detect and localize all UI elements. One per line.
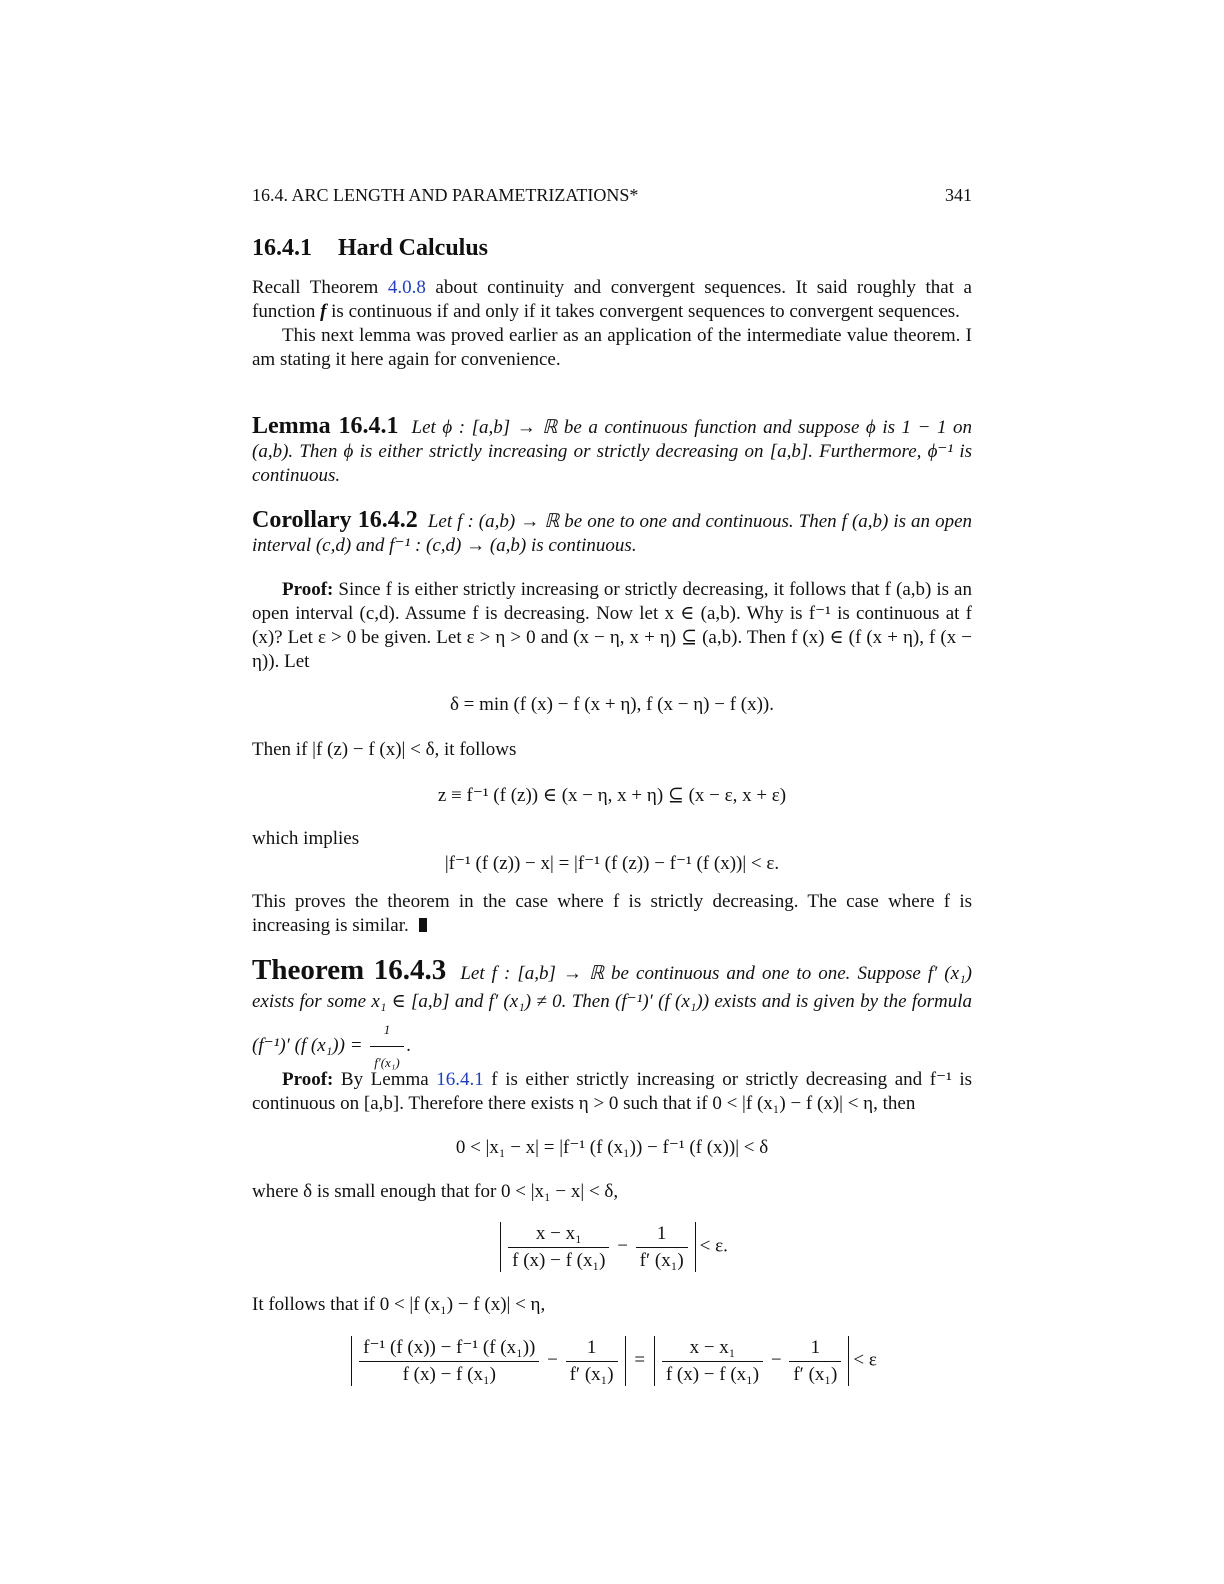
lemma-body: Let ϕ : [a,b] → ℝ be a continuous function and suppose ϕ is 1 − 1 on (a,b). Then ϕ is either strictly increasing or strictly decreasing on [a,b]. Furthermore, ϕ⁻¹ is continuous. — [252, 417, 972, 486]
section-title: Hard Calculus — [338, 235, 489, 261]
running-title: 16.4. ARC LENGTH AND PARAMETRIZATIONS* — [252, 185, 639, 205]
running-header — [252, 185, 972, 206]
proof-2: Proof: By Lemma 16.4.1 f is either strictly increasing or strictly decreasing and f⁻¹ is continuous on [a,b]. Therefore there exists η > 0 such that if 0 < |f (x₁) − f (x)| < η, then — [252, 1069, 972, 1114]
proof-label: Proof: — [282, 1069, 334, 1090]
equation-z: z ≡ f⁻¹ (f (z)) ∈ (x − η, x + η) ⊆ (x − ε, x + ε) — [437, 785, 787, 806]
corollary-heading: Corollary 16.4.2 — [252, 507, 418, 533]
equation-inverse-bound: |f⁻¹ (f (z)) − x| = |f⁻¹ (f (z)) − f⁻¹ (f (x))| < ε. — [444, 853, 780, 874]
theorem-block: Theorem 16.4.3 Let f : [a,b] → ℝ be continuous and one to one. Suppose f′ (x₁) exists for some x₁ ∈ [a,b] and f′ (x₁) ≠ 0. Then (f⁻¹)′ (f (x₁)) exists and is given by the formula (f⁻¹)′ (f (x₁)) = $\frac{1}{\text{f′(x₁)}}$ . — [252, 956, 972, 1077]
proof-1 — [252, 578, 972, 674]
proof-1-then: Then if |f (z) − f (x)| < δ, it follows — [252, 739, 517, 760]
proof-1-which: which implies — [252, 828, 360, 849]
theorem-fraction: $\frac{1}{\text{f′(x₁)}}$ — [370, 1016, 403, 1077]
section-number: 16.4.1 — [252, 235, 312, 261]
lemma-heading: Lemma 16.4.1 — [252, 413, 399, 439]
equation-x-bound: 0 < |x₁ − x| = |f⁻¹ (f (x₁)) − f⁻¹ (f (x))| < δ — [455, 1137, 769, 1158]
proof-label: Proof: — [282, 579, 334, 600]
theorem-heading: Theorem 16.4.3 — [252, 954, 447, 986]
theorem-body: Let f : [a,b] → ℝ be continuous and one to one. Suppose f′ (x₁) exists for some x₁ ∈ [a,b] and f′ (x₁) ≠ 0. Then (f⁻¹)′ (f (x₁)) exists and is given by the formula (f⁻¹)′ (f (x₁)) = — [252, 963, 972, 1056]
qed-mark — [419, 918, 427, 932]
lemma-link[interactable]: 16.4.1 — [436, 1069, 484, 1090]
theorem-link[interactable]: 4.0.8 — [387, 277, 426, 298]
equation-difference-quotient: $\frac{\text{x − x₁}}{\text{f (x) − f (x₁)}}$ − $\frac{1}{\text{f′ (x₁)}}$ < ε. — [252, 1222, 972, 1272]
page-number: 341 — [945, 185, 972, 205]
corollary-body: Let f : (a,b) → ℝ be one to one and continuous. Then f (a,b) is an open interval (c,d) and f⁻¹ : (c,d) → (a,b) is continuous. — [252, 511, 973, 556]
section-heading — [252, 235, 972, 262]
proof-1-body: Since f is either strictly increasing or strictly decreasing, it follows that f (a,b) is an open interval (c,d). Assume f is decreasing. Now let x ∈ (a,b). Why is f⁻¹ is continuous at f (x)? Let ε > 0 be given. Let ε > η > 0 and (x − η, x + η) ⊆ (a,b). Then f (x) ∈ (f (x + η), f (x − η)). Let — [252, 579, 972, 672]
proof-1-end: This proves the theorem in the case where f is strictly decreasing. The case where f is increasing is similar. — [252, 891, 972, 936]
page — [252, 0, 972, 1584]
proof-2-where: where δ is small enough that for 0 < |x₁ − x| < δ, — [252, 1181, 619, 1202]
intro-paragraph-1: Recall Theorem 4.0.8 about continuity and convergent sequences. It said roughly that a function f is continuous if and only if it takes convergent sequences to convergent sequences. — [252, 277, 972, 322]
equation-delta: δ = min (f (x) − f (x + η), f (x − η) − f (x)). — [449, 694, 775, 715]
equation-final: $\frac{\text{f⁻¹ (f (x)) − f⁻¹ (f (x₁))}}{\text{f (x) − f (x₁)}}$ − $\frac{1}{\text{f′ (x₁)}}$ = $\frac{\text{x − x₁}}{\text{f (x) − f (x₁)}}$ − $\frac{1}{\text{f′ (x₁)}}$ < ε — [252, 1336, 972, 1386]
intro-paragraph-2: This next lemma was proved earlier as an application of the intermediate value theorem. I am stating it here again for convenience. — [252, 325, 972, 370]
intro-block — [252, 276, 972, 372]
corollary-block — [252, 508, 972, 558]
proof-2-follows: It follows that if 0 < |f (x₁) − f (x)| < η, — [252, 1294, 546, 1315]
lemma-block — [252, 414, 972, 488]
